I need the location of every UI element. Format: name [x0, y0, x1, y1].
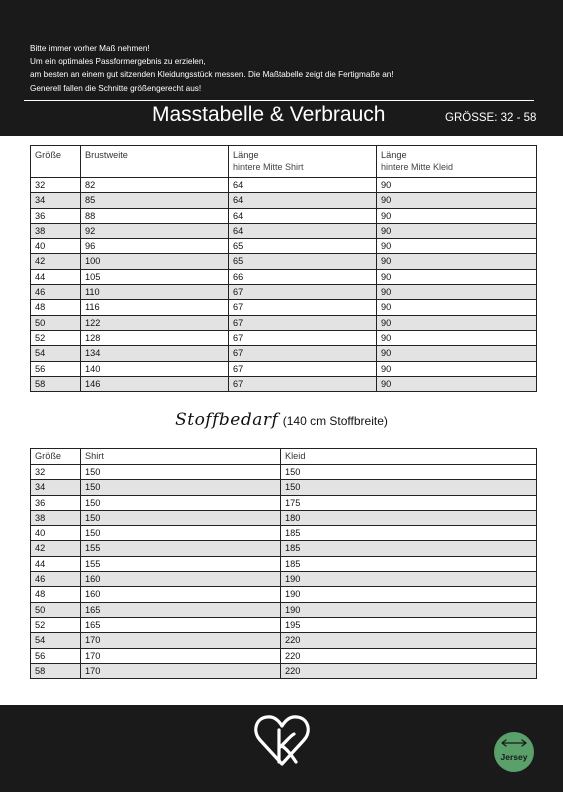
measurement-row [31, 315, 537, 330]
dress-length-cell: 90 [377, 269, 537, 284]
size-cell: 52 [31, 330, 81, 345]
shirt-length-cell: 67 [229, 315, 377, 330]
shirt-cell: 165 [81, 602, 281, 617]
shirt-length-cell: 66 [229, 269, 377, 284]
measurement-row [31, 361, 537, 376]
shirt-cell: 150 [81, 465, 281, 480]
chest-cell: 92 [81, 223, 229, 238]
size-cell: 44 [31, 269, 81, 284]
fabric-row [31, 495, 537, 510]
measurement-row [31, 269, 537, 284]
chest-cell: 105 [81, 269, 229, 284]
size-cell: 50 [31, 602, 81, 617]
dress-cell: 220 [281, 663, 537, 678]
dress-cell: 180 [281, 510, 537, 525]
size-cell: 32 [31, 465, 81, 480]
shirt-cell: 170 [81, 648, 281, 663]
shirt-cell: 160 [81, 572, 281, 587]
measurement-row [31, 208, 537, 223]
chest-cell: 146 [81, 376, 229, 391]
header-shirt: Shirt [81, 449, 281, 465]
dress-length-cell: 90 [377, 208, 537, 223]
fabric-row [31, 572, 537, 587]
fabric-row [31, 602, 537, 617]
header-shirt-length: Länge hintere Mitte Shirt [229, 146, 377, 178]
measurement-row [31, 330, 537, 345]
dress-cell: 190 [281, 587, 537, 602]
dress-cell: 185 [281, 541, 537, 556]
shirt-cell: 170 [81, 663, 281, 678]
size-cell: 36 [31, 495, 81, 510]
dress-cell: 220 [281, 633, 537, 648]
shirt-length-cell: 64 [229, 193, 377, 208]
measurement-row [31, 193, 537, 208]
dress-length-cell: 90 [377, 330, 537, 345]
fabric-row [31, 480, 537, 495]
fabric-row [31, 663, 537, 678]
header-dress: Kleid [281, 449, 537, 465]
shirt-length-cell: 67 [229, 285, 377, 300]
shirt-length-cell: 67 [229, 330, 377, 345]
fabric-width-note: (140 cm Stoffbreite) [282, 414, 388, 428]
shirt-cell: 150 [81, 495, 281, 510]
fabric-table [30, 448, 537, 679]
size-cell: 42 [31, 254, 81, 269]
intro-line: Um ein optimales Passformergebnis zu erzielen, [30, 57, 206, 67]
header-chest: Brustweite [81, 146, 229, 178]
measurement-header-row [31, 146, 537, 178]
header-size: Größe [31, 449, 81, 465]
chest-cell: 110 [81, 285, 229, 300]
measurement-row [31, 300, 537, 315]
dress-cell: 150 [281, 465, 537, 480]
chest-cell: 122 [81, 315, 229, 330]
dress-length-cell: 90 [377, 193, 537, 208]
fabric-row [31, 510, 537, 525]
header-dress-length: Länge hintere Mitte Kleid [377, 146, 537, 178]
size-cell: 38 [31, 510, 81, 525]
dress-cell: 190 [281, 602, 537, 617]
shirt-cell: 150 [81, 510, 281, 525]
shirt-cell: 155 [81, 556, 281, 571]
shirt-length-cell: 64 [229, 178, 377, 193]
chest-cell: 100 [81, 254, 229, 269]
shirt-cell: 170 [81, 633, 281, 648]
dress-cell: 220 [281, 648, 537, 663]
fabric-row [31, 648, 537, 663]
dress-cell: 175 [281, 495, 537, 510]
dress-cell: 195 [281, 617, 537, 632]
fabric-heading [0, 410, 563, 430]
intro-line: Generell fallen die Schnitte größengerecht aus! [30, 83, 202, 93]
heart-k-logo-icon [252, 712, 312, 768]
chest-cell: 116 [81, 300, 229, 315]
header-size: Größe [31, 146, 81, 178]
dress-length-cell: 90 [377, 223, 537, 238]
intro-text [30, 42, 540, 95]
size-cell: 54 [31, 633, 81, 648]
shirt-length-cell: 64 [229, 208, 377, 223]
measurement-row [31, 376, 537, 391]
size-cell: 32 [31, 178, 81, 193]
fabric-row [31, 556, 537, 571]
dress-length-cell: 90 [377, 361, 537, 376]
measurement-row [31, 285, 537, 300]
page-title: Masstabelle & Verbrauch [152, 103, 386, 126]
shirt-cell: 165 [81, 617, 281, 632]
measurement-row [31, 239, 537, 254]
shirt-length-cell: 67 [229, 346, 377, 361]
size-cell: 42 [31, 541, 81, 556]
shirt-cell: 160 [81, 587, 281, 602]
fabric-row [31, 633, 537, 648]
dress-length-cell: 90 [377, 346, 537, 361]
shirt-length-cell: 67 [229, 376, 377, 391]
chest-cell: 88 [81, 208, 229, 223]
fabric-heading-script: Stoffbedarf [175, 410, 279, 430]
fabric-row [31, 526, 537, 541]
size-cell: 40 [31, 239, 81, 254]
dress-length-cell: 90 [377, 376, 537, 391]
measurement-table [30, 145, 537, 392]
chest-cell: 128 [81, 330, 229, 345]
fabric-row [31, 465, 537, 480]
shirt-cell: 155 [81, 541, 281, 556]
dress-length-cell: 90 [377, 300, 537, 315]
size-cell: 58 [31, 663, 81, 678]
size-cell: 56 [31, 361, 81, 376]
size-cell: 48 [31, 300, 81, 315]
size-cell: 44 [31, 556, 81, 571]
size-cell: 48 [31, 587, 81, 602]
dress-length-cell: 90 [377, 239, 537, 254]
measurement-row [31, 346, 537, 361]
shirt-length-cell: 64 [229, 223, 377, 238]
chest-cell: 96 [81, 239, 229, 254]
size-cell: 34 [31, 193, 81, 208]
fabric-row [31, 617, 537, 632]
size-cell: 36 [31, 208, 81, 223]
shirt-length-cell: 65 [229, 254, 377, 269]
size-cell: 56 [31, 648, 81, 663]
size-cell: 38 [31, 223, 81, 238]
chest-cell: 140 [81, 361, 229, 376]
size-cell: 46 [31, 572, 81, 587]
size-range-label: GRÖSSE: 32 - 58 [445, 112, 537, 124]
dress-length-cell: 90 [377, 178, 537, 193]
fabric-row [31, 587, 537, 602]
shirt-length-cell: 67 [229, 361, 377, 376]
jersey-badge [494, 732, 534, 772]
chest-cell: 134 [81, 346, 229, 361]
fabric-row [31, 541, 537, 556]
header-divider [24, 100, 534, 101]
size-cell: 58 [31, 376, 81, 391]
fabric-header-row [31, 449, 537, 465]
dress-cell: 185 [281, 526, 537, 541]
size-cell: 54 [31, 346, 81, 361]
shirt-length-cell: 65 [229, 239, 377, 254]
shirt-cell: 150 [81, 480, 281, 495]
size-cell: 46 [31, 285, 81, 300]
double-arrow-icon [500, 739, 528, 747]
shirt-cell: 150 [81, 526, 281, 541]
size-cell: 50 [31, 315, 81, 330]
measurement-row [31, 178, 537, 193]
size-cell: 40 [31, 526, 81, 541]
chest-cell: 85 [81, 193, 229, 208]
dress-cell: 185 [281, 556, 537, 571]
dress-length-cell: 90 [377, 315, 537, 330]
dress-length-cell: 90 [377, 254, 537, 269]
intro-line: am besten an einem gut sitzenden Kleidungsstück messen. Die Maßtabelle zeigt die Fertigmaße an! [30, 70, 394, 80]
jersey-label: Jersey [500, 752, 528, 762]
chest-cell: 82 [81, 178, 229, 193]
measurement-row [31, 223, 537, 238]
dress-cell: 150 [281, 480, 537, 495]
dress-cell: 190 [281, 572, 537, 587]
dress-length-cell: 90 [377, 285, 537, 300]
shirt-length-cell: 67 [229, 300, 377, 315]
intro-line: Bitte immer vorher Maß nehmen! [30, 44, 150, 53]
size-cell: 34 [31, 480, 81, 495]
size-cell: 52 [31, 617, 81, 632]
measurement-row [31, 254, 537, 269]
